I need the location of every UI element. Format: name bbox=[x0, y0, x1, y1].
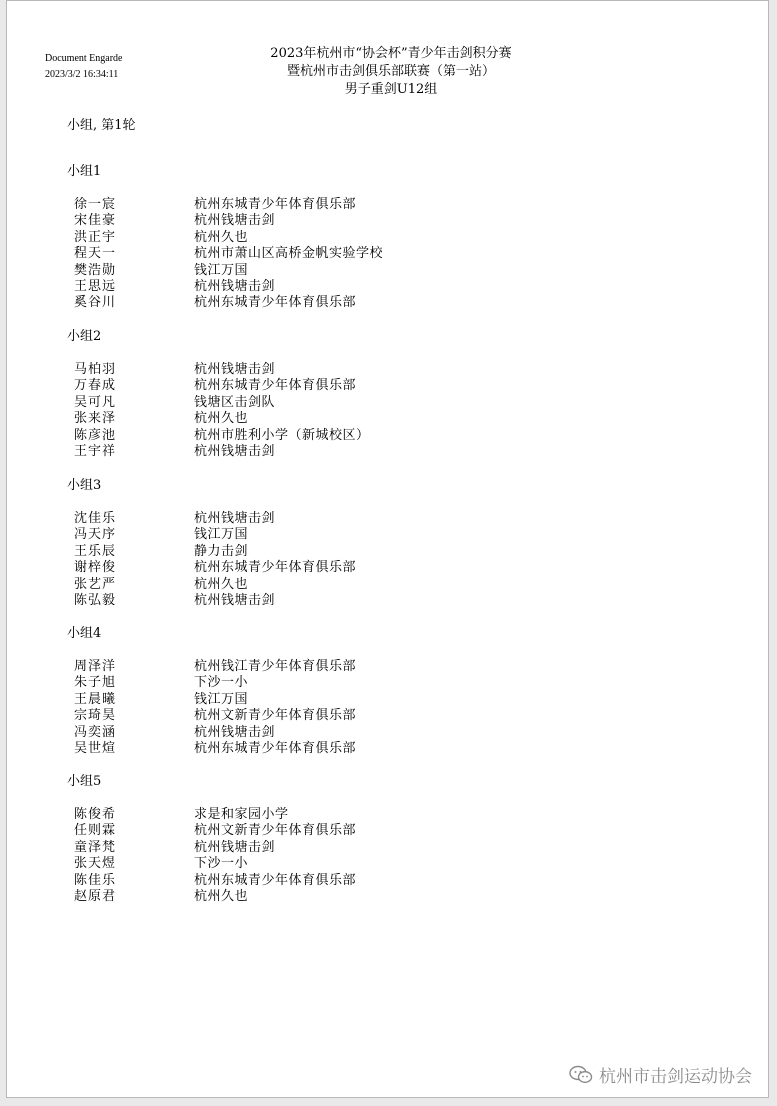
fencer-club: 静力击剑 bbox=[194, 543, 249, 559]
title-line-3: 男子重剑U12组 bbox=[344, 82, 438, 97]
fencer-club: 杭州钱塘击剑 bbox=[194, 213, 276, 229]
fencer-name: 马柏羽 bbox=[74, 362, 117, 377]
watermark-text: 杭州市击剑运动协会 bbox=[599, 1067, 752, 1087]
fencer-name: 王晨曦 bbox=[74, 691, 117, 707]
fencer-club: 杭州东城青少年体育俱乐部 bbox=[194, 295, 357, 311]
title-line-2: 暨杭州市击剑俱乐部联赛（第一站） bbox=[286, 64, 495, 79]
fencer-name: 冯天序 bbox=[74, 527, 117, 543]
fencer-club: 杭州钱塘击剑 bbox=[194, 592, 276, 608]
fencer-row bbox=[67, 411, 370, 427]
fencer-row bbox=[67, 527, 356, 543]
fencer-club: 杭州东城青少年体育俱乐部 bbox=[194, 740, 357, 756]
fencer-row bbox=[67, 577, 356, 593]
pool-title: 小组1 bbox=[67, 164, 102, 179]
fencer-row bbox=[67, 675, 356, 691]
fencer-row bbox=[67, 741, 356, 757]
fencer-club: 杭州东城青少年体育俱乐部 bbox=[194, 872, 357, 888]
fencer-club: 杭州东城青少年体育俱乐部 bbox=[194, 197, 357, 212]
watermark bbox=[569, 1062, 752, 1087]
fencer-club: 杭州文新青少年体育俱乐部 bbox=[194, 708, 357, 724]
fencer-row bbox=[67, 511, 356, 527]
fencer-name: 王思远 bbox=[74, 278, 117, 294]
fencer-row bbox=[67, 593, 356, 609]
fencer-club: 钱江万国 bbox=[194, 691, 249, 707]
fencer-name: 任则霖 bbox=[74, 823, 117, 839]
fencer-name: 陈佳乐 bbox=[74, 872, 117, 888]
datetime-label: 2023/3/2 16:34:11 bbox=[45, 69, 119, 80]
fencer-row bbox=[67, 544, 356, 560]
fencer-club: 杭州久也 bbox=[194, 888, 249, 904]
fencer-name: 万春成 bbox=[74, 378, 117, 394]
fencer-club: 杭州久也 bbox=[194, 411, 249, 427]
fencer-name: 徐一宸 bbox=[74, 197, 117, 212]
fencer-club: 下沙一小 bbox=[194, 675, 249, 691]
fencer-club: 杭州久也 bbox=[194, 576, 249, 592]
fencer-name: 谢梓俊 bbox=[74, 560, 117, 576]
fencer-name: 吴可凡 bbox=[74, 394, 117, 410]
fencer-club: 钱塘区击剑队 bbox=[194, 394, 276, 410]
pool-title: 小组2 bbox=[67, 329, 102, 344]
fencer-club: 杭州钱江青少年体育俱乐部 bbox=[194, 659, 357, 674]
fencer-row bbox=[67, 659, 356, 675]
wechat-icon bbox=[569, 1065, 593, 1085]
fencer-row bbox=[67, 197, 383, 213]
fencer-row bbox=[67, 725, 356, 741]
fencer-club: 杭州久也 bbox=[194, 229, 249, 245]
fencer-row bbox=[67, 428, 370, 444]
pool-title: 小组3 bbox=[67, 478, 102, 493]
fencer-row bbox=[67, 230, 383, 246]
fencer-row bbox=[67, 823, 356, 839]
pool-section bbox=[67, 328, 370, 460]
fencer-row bbox=[67, 362, 370, 378]
pool-section bbox=[67, 477, 356, 609]
fencer-club: 杭州钱塘击剑 bbox=[194, 362, 276, 377]
fencer-club: 下沙一小 bbox=[194, 856, 249, 872]
fencer-row bbox=[67, 395, 370, 411]
pool-section bbox=[67, 625, 356, 757]
source-label: Document Engarde bbox=[45, 53, 123, 64]
fencer-row bbox=[67, 807, 356, 823]
fencer-club: 杭州钱塘击剑 bbox=[194, 724, 276, 740]
fencer-row bbox=[67, 444, 370, 460]
fencer-name: 洪正宇 bbox=[74, 229, 117, 245]
fencer-name: 宋佳豪 bbox=[74, 213, 117, 229]
fencer-name: 王宇祥 bbox=[74, 443, 117, 459]
fencer-name: 奚谷川 bbox=[74, 295, 117, 311]
fencer-name: 程天一 bbox=[74, 246, 117, 262]
fencer-club: 杭州东城青少年体育俱乐部 bbox=[194, 560, 357, 576]
fencer-club: 杭州文新青少年体育俱乐部 bbox=[194, 823, 357, 839]
fencer-row bbox=[67, 840, 356, 856]
fencer-name: 王乐辰 bbox=[74, 543, 117, 559]
fencer-name: 陈彦池 bbox=[74, 427, 117, 443]
fencer-club: 杭州钱塘击剑 bbox=[194, 839, 276, 855]
fencer-name: 张艺严 bbox=[74, 576, 117, 592]
fencer-row bbox=[67, 692, 356, 708]
fencer-row bbox=[67, 279, 383, 295]
fencer-name: 张天煜 bbox=[74, 856, 117, 872]
pool-title: 小组5 bbox=[67, 774, 102, 789]
title-line-1: 2023年杭州市“协会杯”青少年击剑积分赛 bbox=[270, 46, 512, 61]
fencer-row bbox=[67, 263, 383, 279]
fencer-row bbox=[67, 246, 383, 262]
fencer-club: 杭州钱塘击剑 bbox=[194, 443, 276, 459]
fencer-name: 沈佳乐 bbox=[74, 511, 117, 526]
fencer-club: 杭州钱塘击剑 bbox=[194, 278, 276, 294]
pool-section bbox=[67, 773, 356, 905]
fencer-name: 冯奕涵 bbox=[74, 724, 117, 740]
fencer-name: 张来泽 bbox=[74, 411, 117, 427]
fencer-row bbox=[67, 873, 356, 889]
fencer-name: 童泽梵 bbox=[74, 839, 117, 855]
document-header bbox=[207, 45, 575, 99]
document-meta bbox=[45, 51, 122, 83]
fencer-row bbox=[67, 213, 383, 229]
document-page bbox=[6, 0, 769, 1098]
fencer-name: 樊浩勋 bbox=[74, 262, 117, 278]
fencer-name: 宗琦昊 bbox=[74, 708, 117, 724]
fencer-club: 求是和家园小学 bbox=[194, 807, 289, 822]
fencer-club: 杭州市胜利小学（新城校区） bbox=[194, 427, 370, 443]
fencer-club: 杭州东城青少年体育俱乐部 bbox=[194, 378, 357, 394]
fencer-row bbox=[67, 708, 356, 724]
fencer-row bbox=[67, 560, 356, 576]
fencer-name: 陈弘毅 bbox=[74, 592, 117, 608]
pool-title: 小组4 bbox=[67, 626, 102, 641]
fencer-name: 周泽洋 bbox=[74, 659, 117, 674]
fencer-name: 赵原君 bbox=[74, 888, 117, 904]
fencer-row bbox=[67, 889, 356, 905]
fencer-row bbox=[67, 378, 370, 394]
fencer-club: 钱江万国 bbox=[194, 262, 249, 278]
round-title: 小组, 第1轮 bbox=[67, 118, 136, 133]
fencer-club: 杭州钱塘击剑 bbox=[194, 511, 276, 526]
fencer-name: 陈俊希 bbox=[74, 807, 117, 822]
fencer-row bbox=[67, 295, 383, 311]
fencer-row bbox=[67, 856, 356, 872]
fencer-club: 钱江万国 bbox=[194, 527, 249, 543]
fencer-name: 朱子旭 bbox=[74, 675, 117, 691]
pool-section bbox=[67, 163, 383, 312]
fencer-club: 杭州市萧山区高桥金帆实验学校 bbox=[194, 246, 384, 262]
fencer-name: 吴世煊 bbox=[74, 740, 117, 756]
